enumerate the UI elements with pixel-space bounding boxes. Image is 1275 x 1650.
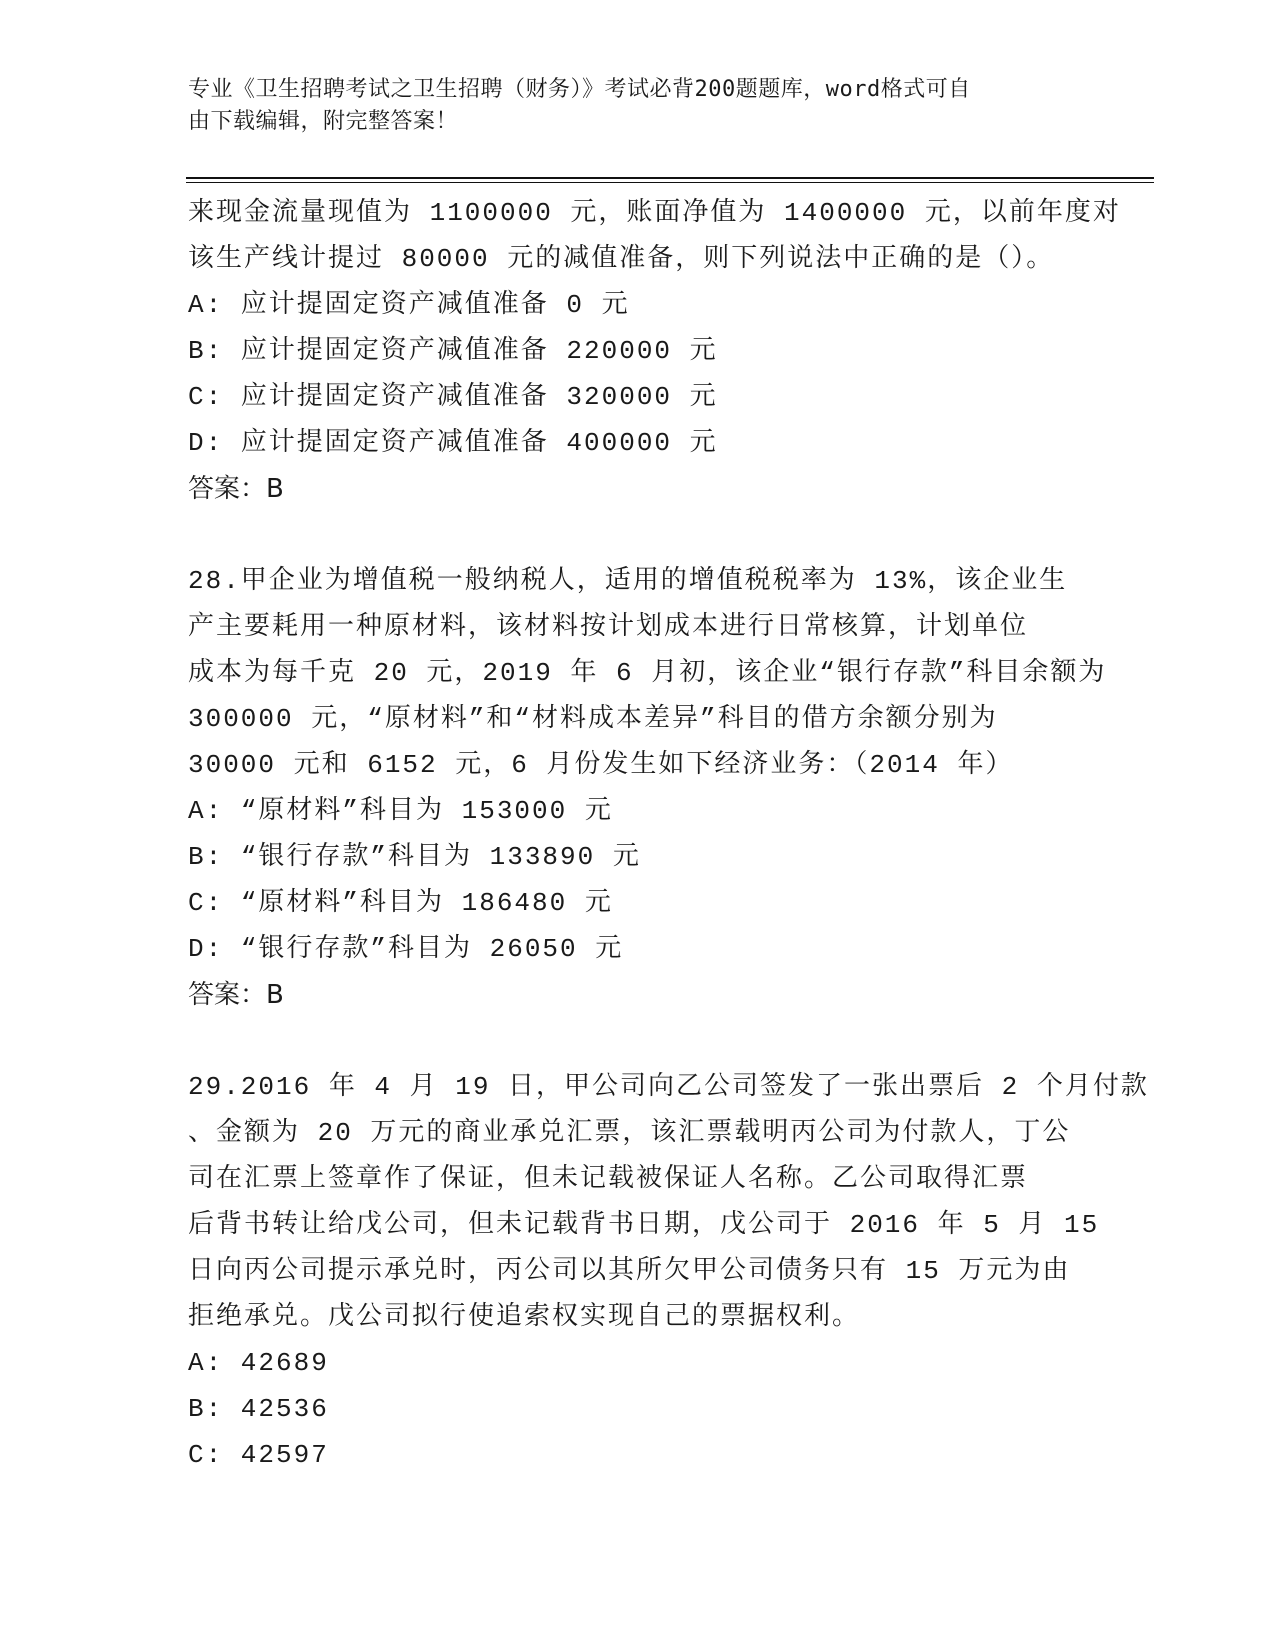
question-stem-line: 来现金流量现值为 1100000 元，账面净值为 1400000 元，以前年度对 — [188, 198, 1121, 228]
option-d: D: “银行存款”科目为 26050 元 — [188, 934, 624, 964]
option-b: B: 应计提固定资产减值准备 220000 元 — [188, 336, 718, 366]
question-28 — [188, 558, 1107, 1018]
header-rule-thin — [186, 182, 1154, 183]
question-stem-line: 产主要耗用一种原材料，该材料按计划成本进行日常核算，计划单位 — [188, 612, 1029, 642]
question-stem-line: 司在汇票上签章作了保证，但未记载被保证人名称。乙公司取得汇票 — [188, 1164, 1029, 1194]
document-body — [188, 190, 1149, 1478]
option-a: A: “原材料”科目为 153000 元 — [188, 796, 613, 826]
answer-line: 答案：B — [188, 980, 284, 1010]
question-stem-line: 29.2016 年 4 月 19 日，甲公司向乙公司签发了一张出票后 2 个月付款 — [188, 1072, 1149, 1102]
page-header — [188, 74, 1088, 138]
spacer — [188, 1018, 1088, 1064]
question-stem-line: 该生产线计提过 80000 元的减值准备，则下列说法中正确的是（）。 — [188, 244, 1055, 274]
question-stem-line: 后背书转让给戊公司，但未记载背书日期，戊公司于 2016 年 5 月 15 — [188, 1210, 1100, 1240]
question-stem-line: 300000 元，“原材料”和“材料成本差异”科目的借方余额分别为 — [188, 704, 998, 734]
question-stem-line: 日向丙公司提示承兑时，丙公司以其所欠甲公司债务只有 15 万元为由 — [188, 1256, 1071, 1286]
option-c: C: 42597 — [188, 1440, 329, 1470]
header-title-line-1: 专业《卫生招聘考试之卫生招聘（财务）》考试必背200题题库，word格式可自 — [188, 77, 971, 102]
question-stem-line: 拒绝承兑。戊公司拟行使追索权实现自己的票据权利。 — [188, 1302, 861, 1332]
question-29 — [188, 1064, 1149, 1478]
option-c: C: “原材料”科目为 186480 元 — [188, 888, 613, 918]
option-c: C: 应计提固定资产减值准备 320000 元 — [188, 382, 718, 412]
option-a: A: 应计提固定资产减值准备 0 元 — [188, 290, 630, 320]
answer-line: 答案：B — [188, 474, 284, 504]
header-rule-thick — [186, 177, 1154, 179]
question-27 — [188, 190, 1121, 512]
spacer — [188, 512, 1088, 558]
question-stem-line: 28.甲企业为增值税一般纳税人，适用的增值税税率为 13%，该企业生 — [188, 566, 1068, 596]
option-b: B: “银行存款”科目为 133890 元 — [188, 842, 641, 872]
option-b: B: 42536 — [188, 1394, 329, 1424]
header-title-line-2: 由下载编辑，附完整答案！ — [188, 109, 459, 134]
question-stem-line: 30000 元和 6152 元，6 月份发生如下经济业务：（2014 年） — [188, 750, 1014, 780]
question-stem-line: 成本为每千克 20 元，2019 年 6 月初，该企业“银行存款”科目余额为 — [188, 658, 1107, 688]
option-d: D: 应计提固定资产减值准备 400000 元 — [188, 428, 718, 458]
option-a: A: 42689 — [188, 1348, 329, 1378]
question-stem-line: 、金额为 20 万元的商业承兑汇票，该汇票载明丙公司为付款人，丁公 — [188, 1118, 1071, 1148]
